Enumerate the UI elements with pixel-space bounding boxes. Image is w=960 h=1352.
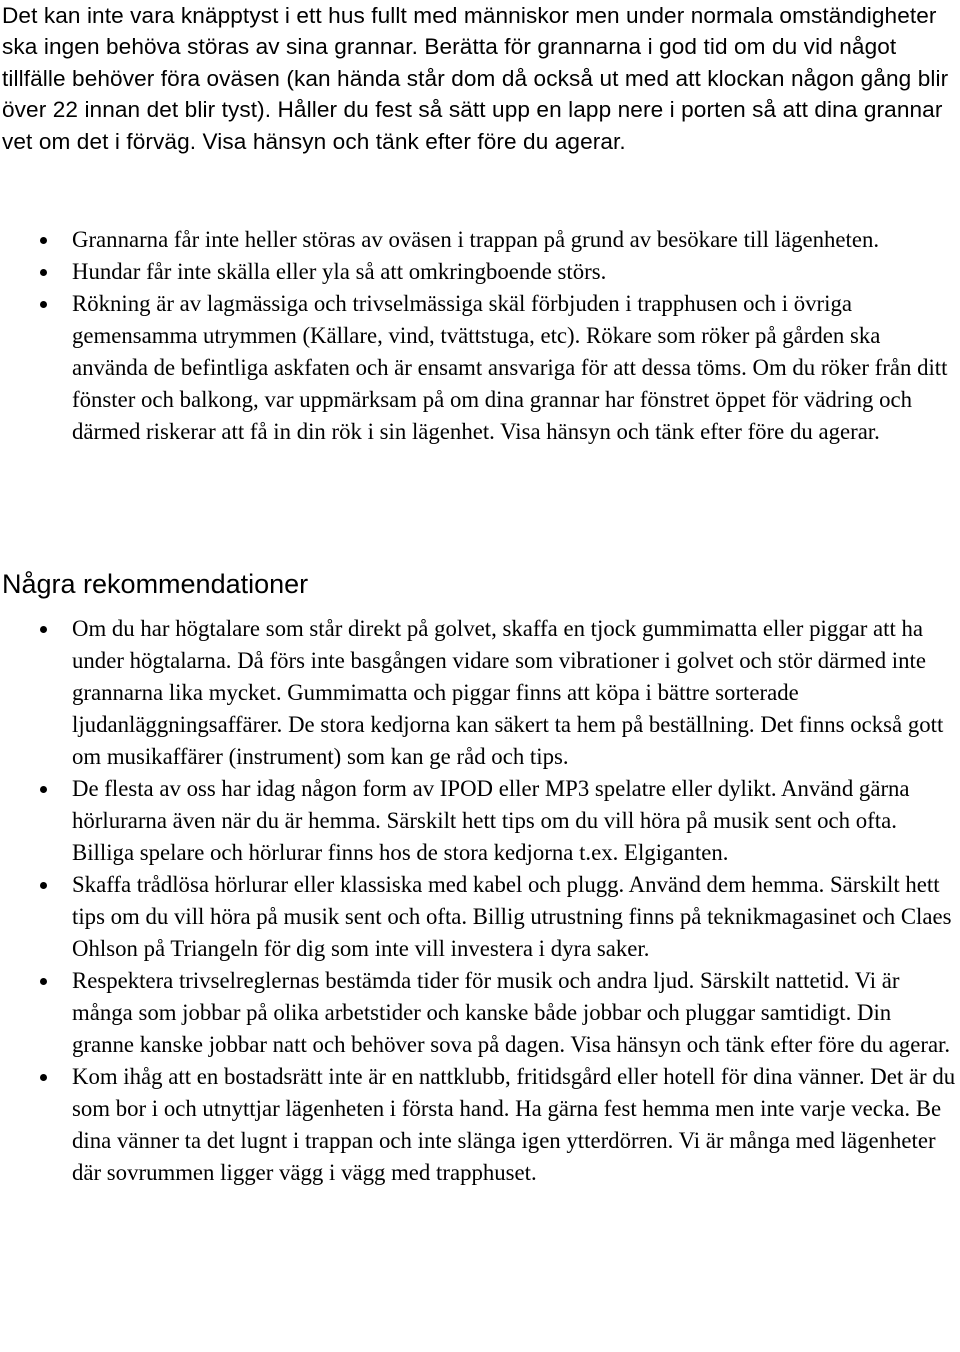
bullet-icon	[40, 786, 47, 793]
list-item	[0, 224, 958, 256]
list-item-text: De flesta av oss har idag någon form av IPOD eller MP3 spelatre eller dylikt. Använd gärna hörlurarna även när du är hemma. Särskilt hett tips om du vill höra på musik sent och ofta. Billiga spelare och hörlurar finns hos de stora kedjorna t.ex. Elgiganten.	[72, 776, 910, 865]
list-item	[0, 869, 958, 965]
list-item	[0, 1061, 958, 1189]
section-heading: Några rekommendationer	[2, 569, 309, 599]
list-item	[0, 965, 958, 1061]
list-item-text: Rökning är av lagmässiga och trivselmässiga skäl förbjuden i trapphusen och i övriga gemensamma utrymmen (Källare, vind, tvättstuga, etc). Rökare som röker på gården ska använda de befintliga askfaten och är ensamt ansvariga för att dessa töms. Om du röker från ditt fönster och balkong, var uppmärksam på om dina grannar har fönstret öppet för vädring och därmed riskerar att få in din rök i sin lägenhet. Visa hänsyn och tänk efter före du agerar.	[72, 291, 948, 444]
list-item	[0, 773, 958, 869]
bullet-icon	[40, 237, 47, 244]
bullet-icon	[40, 978, 47, 985]
list-item-text: Hundar får inte skälla eller yla så att omkringboende störs.	[72, 259, 607, 284]
list-item-text: Skaffa trådlösa hörlurar eller klassiska med kabel och plugg. Använd dem hemma. Särskilt hett tips om du vill höra på musik sent och ofta. Billig utrustning finns på teknikmagasinet och Claes Ohlson på Triangeln för dig som inte vill investera i dyra saker.	[72, 872, 952, 961]
list-item	[0, 613, 958, 773]
list-item	[0, 256, 958, 288]
rules-list	[0, 224, 958, 448]
list-item	[0, 288, 958, 448]
list-item-text: Grannarna får inte heller störas av oväsen i trappan på grund av besökare till lägenheten.	[72, 227, 880, 252]
recommendations-list	[0, 613, 958, 1189]
list-item-text: Om du har högtalare som står direkt på golvet, skaffa en tjock gummimatta eller piggar att ha under högtalarna. Då förs inte basgången vidare som vibrationer i golvet och stör därmed inte grannarna lika mycket. Gummimatta och piggar finns att köpa i bättre sorterade ljudanläggningsaffärer. De stora kedjorna kan säkert ta hem på beställning. Det finns också gott om musikaffärer (instrument) som kan ge råd och tips.	[72, 616, 944, 769]
bullet-icon	[40, 301, 47, 308]
bullet-icon	[40, 882, 47, 889]
list-item-text: Kom ihåg att en bostadsrätt inte är en nattklubb, fritidsgård eller hotell för dina vänner. Det är du som bor i och utnyttjar lägenheten i första hand. Ha gärna fest hemma men inte varje vecka. Be dina vänner ta det lugnt i trappan och inte slänga igen ytterdörren. Vi är många med lägenheter där sovrummen ligger vägg i vägg med trapphuset.	[72, 1064, 956, 1185]
bullet-icon	[40, 269, 47, 276]
bullet-icon	[40, 626, 47, 633]
intro-paragraph: Det kan inte vara knäpptyst i ett hus fullt med människor men under normala omständigheter ska ingen behöva störas av sina grannar. Berätta för grannarna i god tid om du vid något tillfälle behöver föra oväsen (kan hända står dom då också ut med att klockan någon gång blir över 22 innan det blir tyst). Håller du fest så sätt upp en lapp nere i porten så att dina grannar vet om det i förväg. Visa hänsyn och tänk efter före du agerar.	[2, 3, 949, 154]
list-item-text: Respektera trivselreglernas bestämda tider för musik och andra ljud. Särskilt nattetid. Vi är många som jobbar på olika arbetstider och kanske både jobbar och pluggar samtidigt. Din granne kanske jobbar natt och behöver sova på dagen. Visa hänsyn och tänk efter före du agerar.	[72, 968, 951, 1057]
bullet-icon	[40, 1074, 47, 1081]
